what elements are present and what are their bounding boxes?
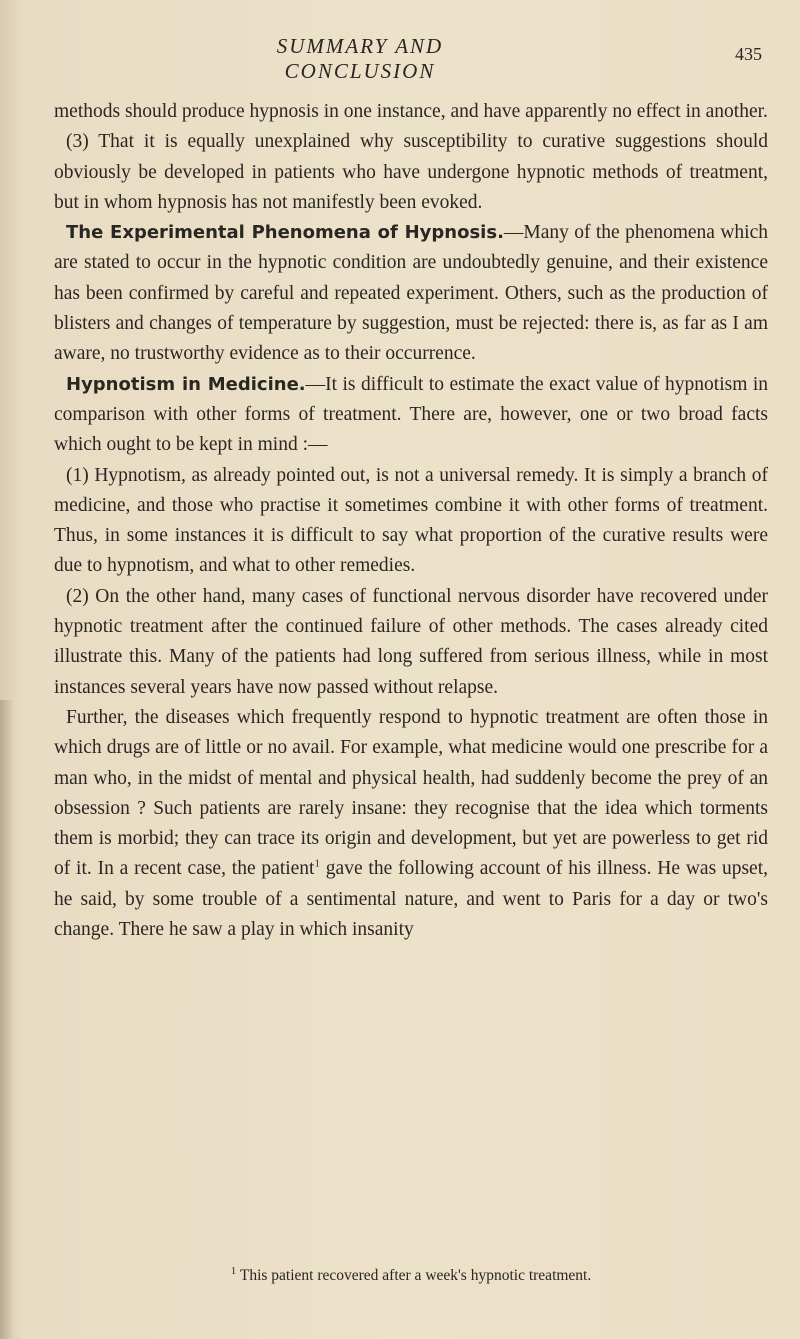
section-heading-hypnotism-in-medicine: Hypnotism in Medicine. xyxy=(66,373,306,395)
page-edge-shadow xyxy=(0,700,14,1339)
paragraph-text: Further, the diseases which frequently respond to hypnotic treatment are often those in which drugs are of little or no avail. For example, what medicine would one prescribe for a man who, in the midst of mental and physical health, had suddenly become the prey of an obsession ? Such patients are rarely insane: they recognise that the idea which torments them is morbid; they can trace its origin and development, but yet are powerless to get rid of it. In a recent case, the patient xyxy=(54,706,768,880)
paragraph-text: —Many of the phenomena which are stated to occur in the hypnotic condition are undoubtedly genuine, and their existence has been confirmed by careful and repeated experiment. Others, such as the production of blisters and changes of temperature by suggestion, must be rejected: there is, as far as I am aware, no trustworthy evidence as to their occurrence. xyxy=(54,222,768,365)
paragraph-hypnotism-in-medicine xyxy=(54,370,768,461)
paragraph-text: (3) That it is equally unexplained why susceptibility to curative suggestions should obviously be developed in patients who have undergone hypnotic methods of treatment, but in whom hypnosis has not manifestly been evoked. xyxy=(54,131,768,213)
body-text xyxy=(54,97,768,945)
running-head: SUMMARY AND CONCLUSION xyxy=(276,34,444,83)
paragraph-point-3 xyxy=(54,127,768,218)
paragraph-further xyxy=(54,703,768,945)
paragraph-continuation: methods should produce hypnosis in one instance, and have apparently no effect in another. xyxy=(54,101,768,122)
footnote xyxy=(54,1264,768,1285)
paragraph-text: —It is difficult to estimate the exact value of hypnotism in comparison with other forms of treatment. There are, however, one or two broad facts which ought to be kept in mind :— xyxy=(54,373,768,456)
footnote-text: This patient recovered after a week's hypnotic treatment. xyxy=(236,1267,592,1284)
section-heading-experimental-phenomena: The Experimental Phenomena of Hypnosis. xyxy=(66,222,504,244)
footnote-marker: 1 xyxy=(230,1264,237,1277)
paragraph-point-2: (2) On the other hand, many cases of functional nervous disorder have recovered under hypnotic treatment after the continued failure of other methods. The cases already cited illustrate this. Many of the patients had long suffered from serious illness, while in most instances several years have now passed without relapse. xyxy=(54,585,768,698)
paragraph-text: gave the following account of his illness. He was upset, he said, by some trouble of a sentimental nature, and went to Paris for a day or two's change. There he saw a play in which insanity xyxy=(54,858,769,941)
paragraph-experimental-phenomena xyxy=(54,218,768,369)
page-number: 435 xyxy=(735,44,762,64)
footnote-reference: 1 xyxy=(314,857,320,870)
paragraph-point-1: (1) Hypnotism, as already pointed out, is not a universal remedy. It is simply a branch of medicine, and those who practise it sometimes combine it with other forms of treatment. Thus, in some instances it is difficult to say what proportion of the curative results were due to hypnotism, and what to other remedies. xyxy=(54,464,768,577)
